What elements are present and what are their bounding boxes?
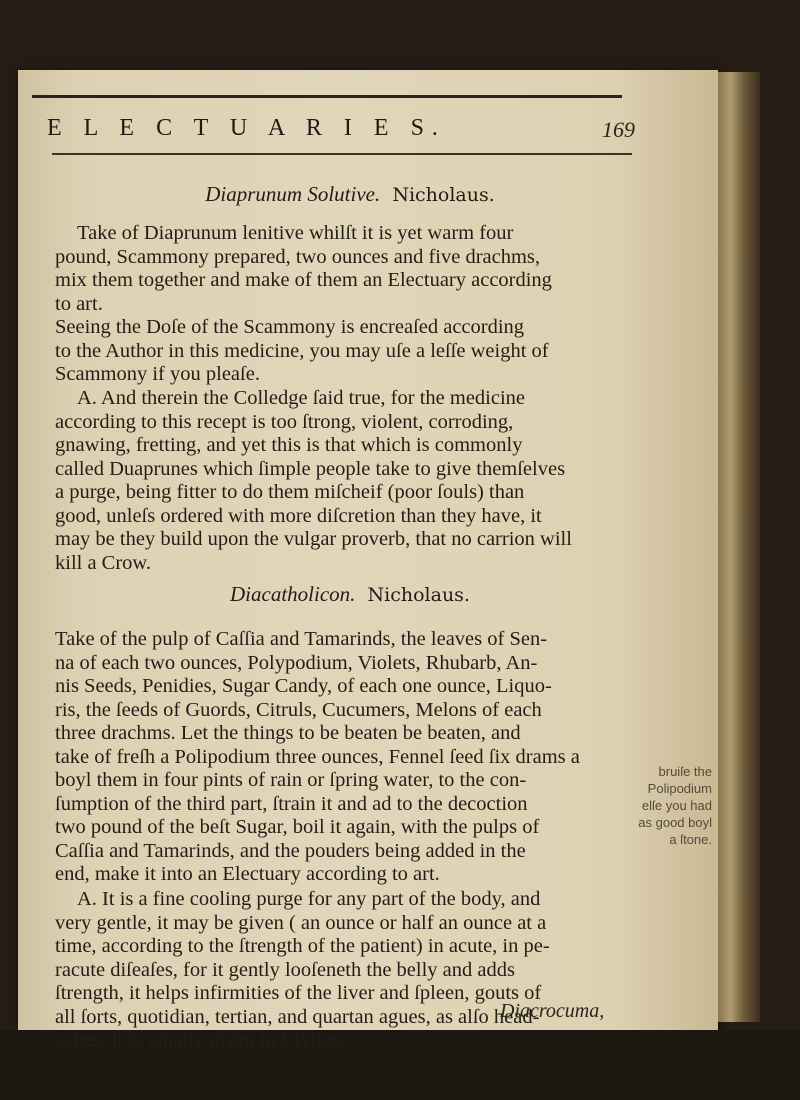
text-line: all ſorts, quotidian, tertian, and quartan agues, as alſo head- — [55, 1005, 540, 1028]
section-title-italic: Diaprunum Solutive. — [205, 182, 381, 206]
marginal-note — [622, 763, 712, 848]
text-line: take of freſh a Polipodium three ounces, Fennel ſeed ſix drams a — [55, 745, 580, 768]
marginal-line: a ſtone. — [669, 832, 712, 847]
text-line: ſtrength, it helps infirmities of the liver and ſpleen, gouts of — [55, 982, 542, 1004]
text-line: A. And therein the Colledge ſaid true, for the medicine — [77, 387, 526, 409]
text-line: Take of Diaprunum lenitive whilſt it is yet warm four — [77, 222, 514, 244]
text-line: pound, Scammony prepared, two ounces and five drachms, — [55, 245, 541, 268]
header-rule-top — [32, 95, 622, 98]
section-title-diaprunum — [10, 182, 690, 207]
text-line: to the Author in this medicine, you may uſe a leſſe weight of — [55, 339, 549, 362]
section-title-author: Nicholaus. — [392, 184, 495, 206]
text-line: a purge, being fitter to do them miſcheif (poor ſouls) than — [55, 481, 525, 503]
text-line: end, make it into an Electuary according to art. — [55, 863, 440, 885]
marginal-line: elſe you had — [641, 798, 712, 813]
paragraph-2 — [55, 316, 615, 387]
text-line: mix them together and make of them an Electuary according — [55, 269, 552, 291]
text-line: to art. — [55, 292, 103, 315]
text-line: two pound of the beſt Sugar, boil it again, with the pulps of — [55, 816, 540, 838]
marginal-line: as good boyl — [638, 815, 712, 830]
text-line: Caſſia and Tamarinds, and the pouders being added in the — [55, 839, 526, 862]
text-line: na of each two ounces, Polypodium, Violets, Rhubarb, An- — [55, 651, 538, 674]
section-title-author: Nicholaus. — [367, 584, 470, 606]
text-line: kill a Crow. — [55, 551, 152, 574]
text-line: nis Seeds, Penidies, Sugar Candy, of each one ounce, Liquo- — [55, 675, 552, 697]
marginal-line: Polipodium — [647, 781, 712, 796]
paragraph-1 — [55, 222, 615, 316]
text-line: racute diſeaſes, for it gently looſeneth the belly and adds — [55, 958, 515, 981]
text-line: time, according to the ſtrength of the patient) in acute, in pe- — [55, 935, 550, 957]
text-line: may be they build upon the vulgar proverb, that no carrion will — [55, 528, 572, 550]
text-line: good, unleſs ordered with more diſcretion than they have, it — [55, 504, 542, 527]
text-line: ſumption of the third part, ſtrain it and ad to the decoction — [55, 792, 528, 815]
paragraph-5 — [55, 888, 615, 1053]
text-line: Seeing the Doſe of the Scammony is encreaſed according — [55, 316, 525, 338]
text-line: aches. It is uſually given in Clyſters. — [55, 1029, 352, 1051]
text-line: called Duaprunes which ſimple people take to give themſelves — [55, 457, 566, 480]
page-number: 169 — [602, 117, 635, 142]
text-line: boyl them in four pints of rain or ſpring water, to the con- — [55, 769, 527, 791]
paragraph-3 — [55, 387, 615, 575]
running-head: E L E C T U A R I E S. — [47, 115, 446, 141]
text-line: very gentle, it may be given ( an ounce or half an ounce at a — [55, 911, 547, 934]
marginal-line: bruiſe the — [658, 764, 712, 779]
section-title-italic: Diacatholicon. — [230, 582, 356, 606]
text-line: three drachms. Let the things to be beaten be beaten, and — [55, 722, 521, 744]
paragraph-4 — [55, 628, 615, 887]
text-line: Take of the pulp of Caſſia and Tamarinds, the leaves of Sen- — [55, 628, 548, 650]
header-rule-bottom — [52, 153, 632, 155]
section-title-diacatholicon — [10, 582, 690, 607]
catchword: Diacrocuma, — [500, 1000, 605, 1022]
text-line: according to this recept is too ſtrong, violent, corroding, — [55, 410, 514, 433]
text-line: ris, the ſeeds of Guords, Citruls, Cucumers, Melons of each — [55, 698, 542, 721]
text-line: gnawing, fretting, and yet this is that which is commonly — [55, 434, 523, 456]
page-header — [22, 95, 712, 165]
page-edge — [718, 72, 760, 1022]
text-line: A. It is a fine cooling purge for any part of the body, and — [77, 888, 541, 910]
text-line: Scammony if you pleaſe. — [55, 363, 260, 385]
